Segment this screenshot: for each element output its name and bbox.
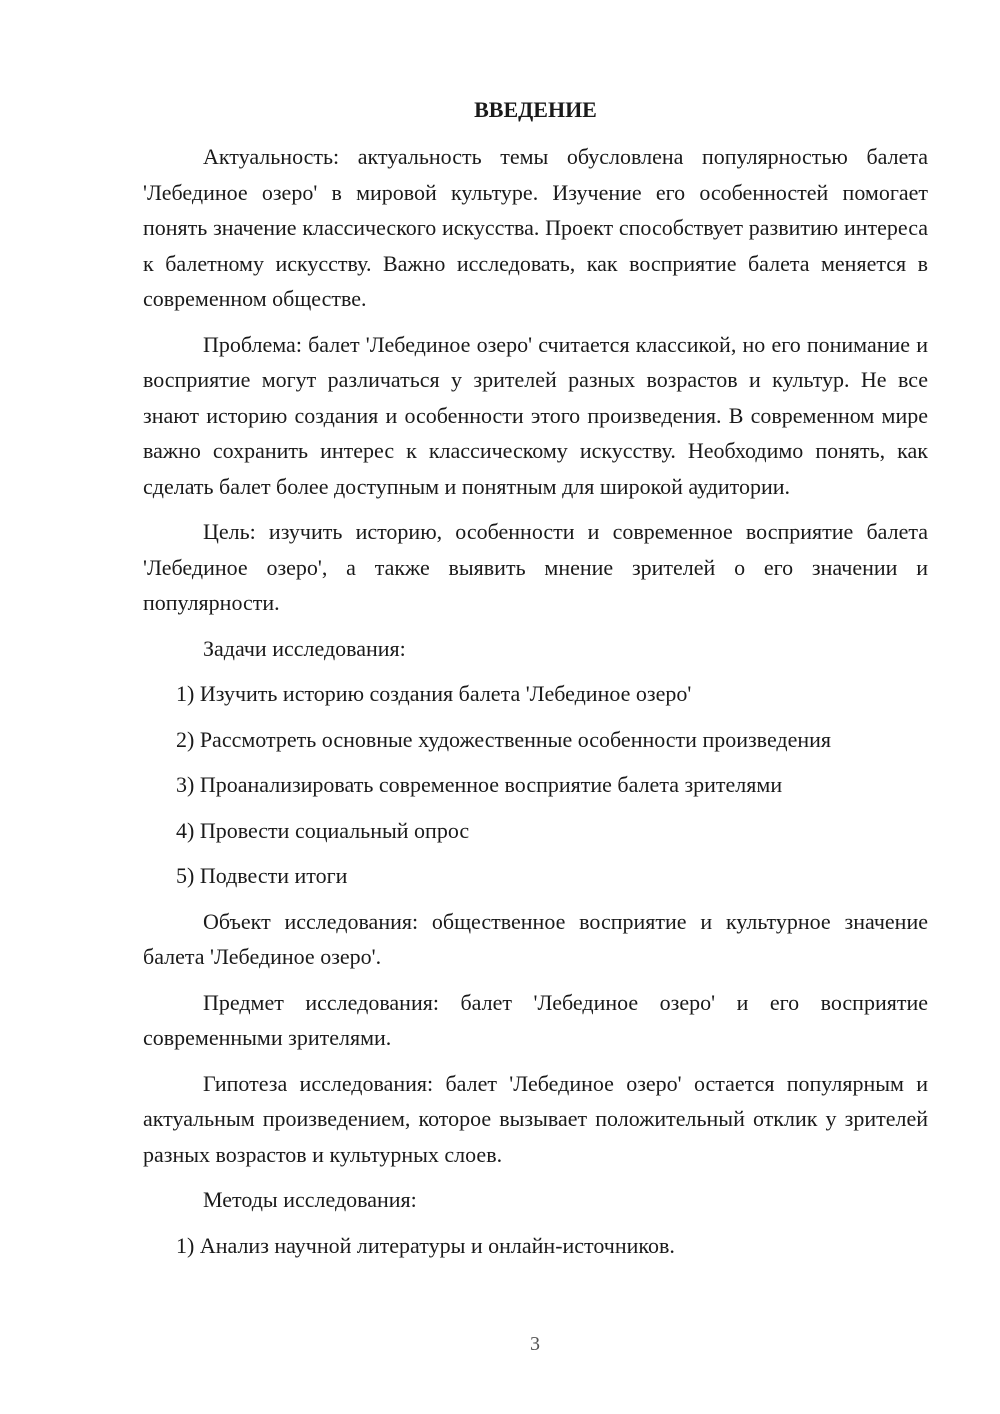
methods-list (143, 1228, 928, 1264)
tasks-list (143, 676, 928, 894)
list-item: 1) Анализ научной литературы и онлайн-источников. (176, 1232, 675, 1258)
list-item: 4) Провести социальный опрос (176, 817, 470, 843)
paragraph-relevance: Актуальность: актуальность темы обусловлена популярностью балета 'Лебединое озеро' в мировой культуре. Изучение его особенностей помогает понять значение классического искусства. Проект способствует развитию интереса к балетному искусству. Важно исследовать, как восприятие балета меняется в современном обществе. (143, 144, 928, 311)
list-item: 2) Рассмотреть основные художественные особенности произведения (176, 726, 832, 752)
paragraph-subject: Предмет исследования: балет 'Лебединое озеро' и его восприятие современными зрителями. (143, 989, 928, 1050)
paragraph-goal: Цель: изучить историю, особенности и современное восприятие балета 'Лебединое озеро', а также выявить мнение зрителей о его значении и популярности. (143, 519, 928, 615)
list-item: 5) Подвести итоги (176, 863, 348, 888)
page-title: ВВЕДЕНИЕ (474, 97, 597, 122)
list-item: 1) Изучить историю создания балета 'Лебединое озеро' (176, 681, 692, 706)
methods-label: Методы исследования: (203, 1187, 417, 1212)
paragraph-object: Объект исследования: общественное восприятие и культурное значение балета 'Лебединое озеро'. (143, 908, 928, 969)
page-content (143, 92, 928, 1273)
paragraph-problem: Проблема: балет 'Лебединое озеро' считается классикой, но его понимание и восприятие могут различаться у зрителей разных возрастов и культур. Не все знают историю создания и особенности этого произведения. В современном мире важно сохранить интерес к классическому искусству. Необходимо понять, как сделать балет более доступным и понятным для широкой аудитории. (143, 331, 928, 499)
paragraph-hypothesis: Гипотеза исследования: балет 'Лебединое озеро' остается популярным и актуальным произведением, которое вызывает положительный отклик у зрителей разных возрастов и культурных слоев. (143, 1070, 928, 1167)
page-number: 3 (530, 1333, 540, 1355)
list-item: 3) Проанализировать современное восприятие балета зрителями (176, 772, 783, 797)
tasks-label: Задачи исследования: (203, 635, 406, 661)
